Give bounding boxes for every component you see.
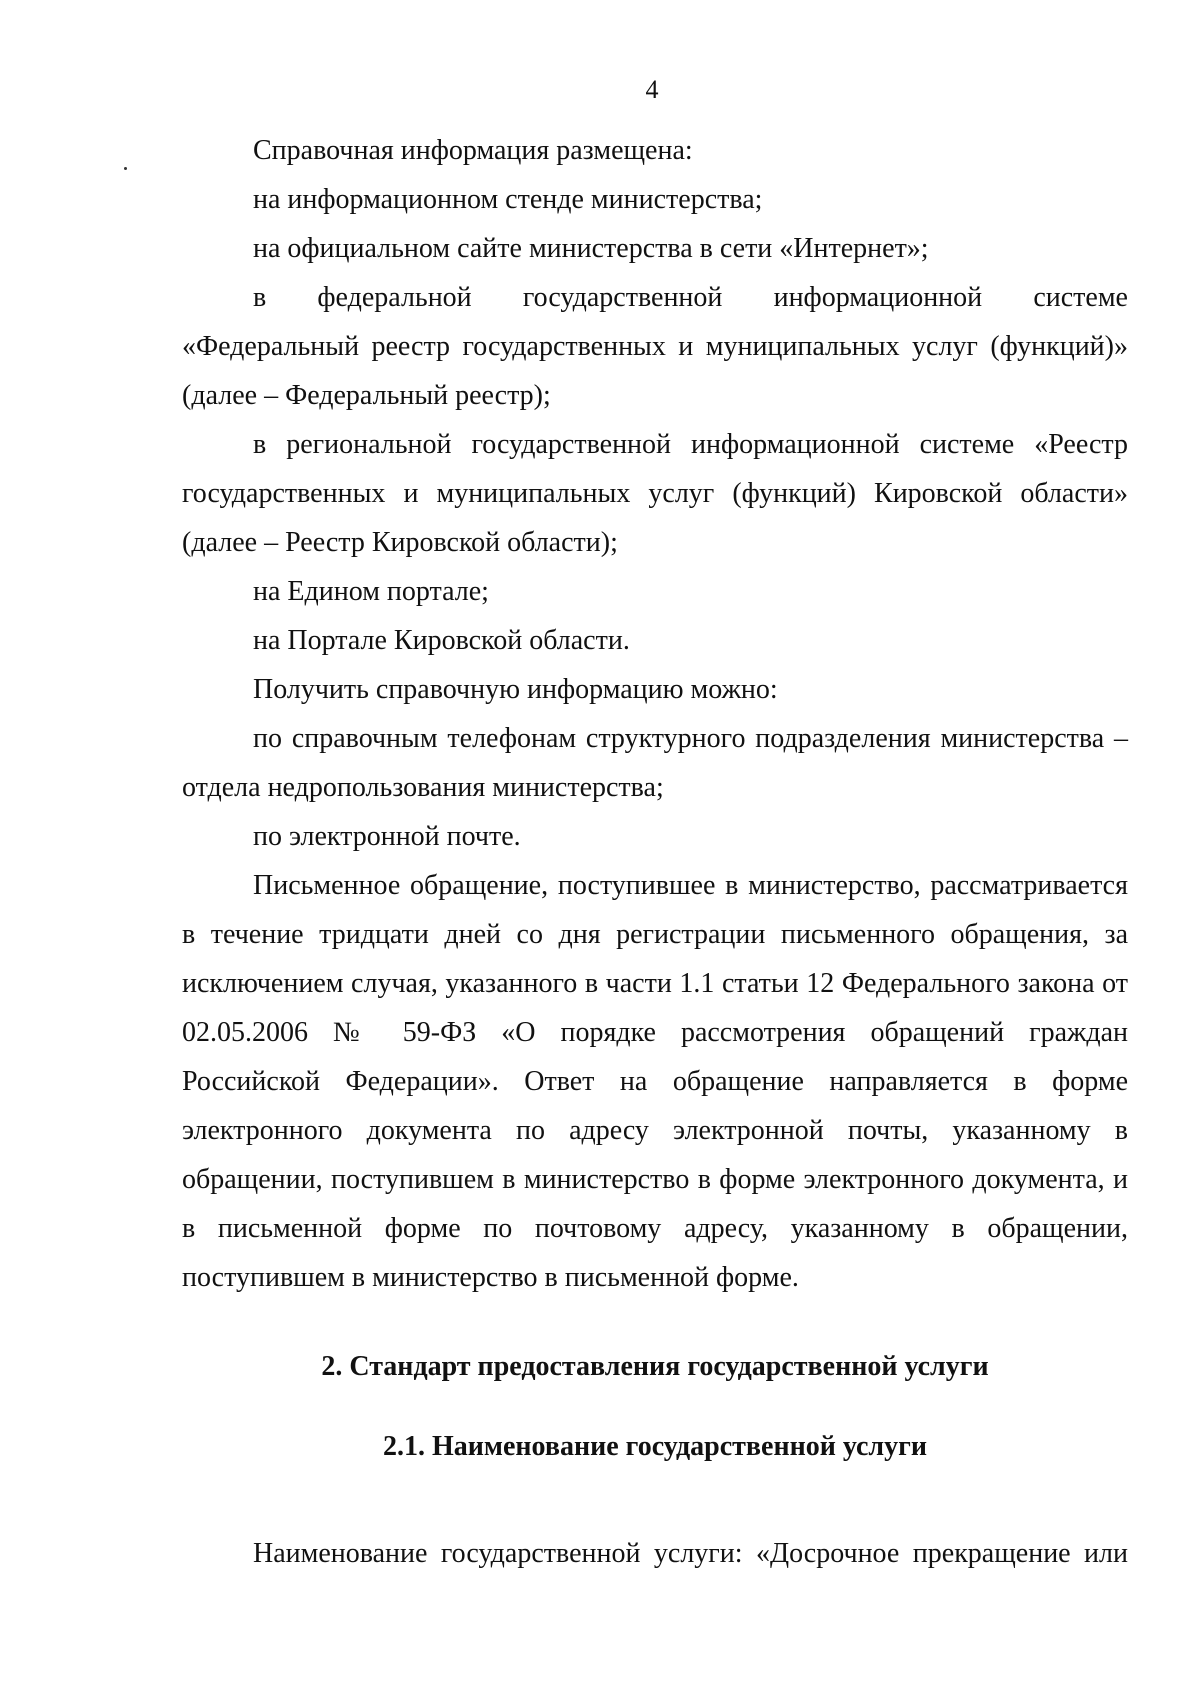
section-heading: 2. Стандарт предоставления государственной услуги [321,1351,989,1382]
paragraph: по справочным телефонам структурного подразделения министерства – отдела недропользования министерства; [182,723,1128,803]
paragraph: Письменное обращение, поступившее в министерство, рассматривается в течение тридцати дней со дня регистрации письменного обращения, за исключением случая, указанного в части 1.1 статьи 12 Федерального закона от 02.05.2006 № 59-ФЗ «О порядке рассмотрения обращений граждан Российской Федерации». Ответ на обращение направляется в форме электронного документа по адресу электронной почты, указанному в обращении, поступившем в министерство в форме электронного документа, и в письменной форме по почтовому адресу, указанному в обращении, поступившем в министерство в письменной форме. [182,870,1128,1293]
word: в [253,282,267,313]
paragraph: на Портале Кировской области. [253,625,630,656]
word: системе [1033,282,1128,313]
paragraph: на официальном сайте министерства в сети «Интернет»; [253,233,929,264]
paragraph: на Едином портале; [253,576,489,607]
word: федеральной [317,282,472,313]
word: государственной [522,282,723,313]
paragraph: Наименование государственной услуги: «Досрочное прекращение или [253,1538,1128,1569]
paragraph: в региональной государственной информационной системе «Реестр государственных и муниципальных услуг (функций) Кировской области» (далее – Реестр Кировской области); [182,429,1128,558]
subsection-heading: 2.1. Наименование государственной услуги [383,1431,927,1462]
page-number: 4 [645,75,659,104]
federal-registry-continuation: «Федеральный реестр государственных и муниципальных услуг (функций)» (далее – Федеральный реестр); [182,331,1128,411]
paragraph: Получить справочную информацию можно: [253,674,778,705]
paragraph: на информационном стенде министерства; [253,184,763,215]
word: информационной [773,282,983,313]
paragraph: Справочная информация размещена: [253,135,693,166]
federal-registry-first-line [182,273,1128,322]
body-text [182,126,1128,1302]
paragraph: по электронной почте. [253,821,521,852]
scan-speck [124,167,127,170]
